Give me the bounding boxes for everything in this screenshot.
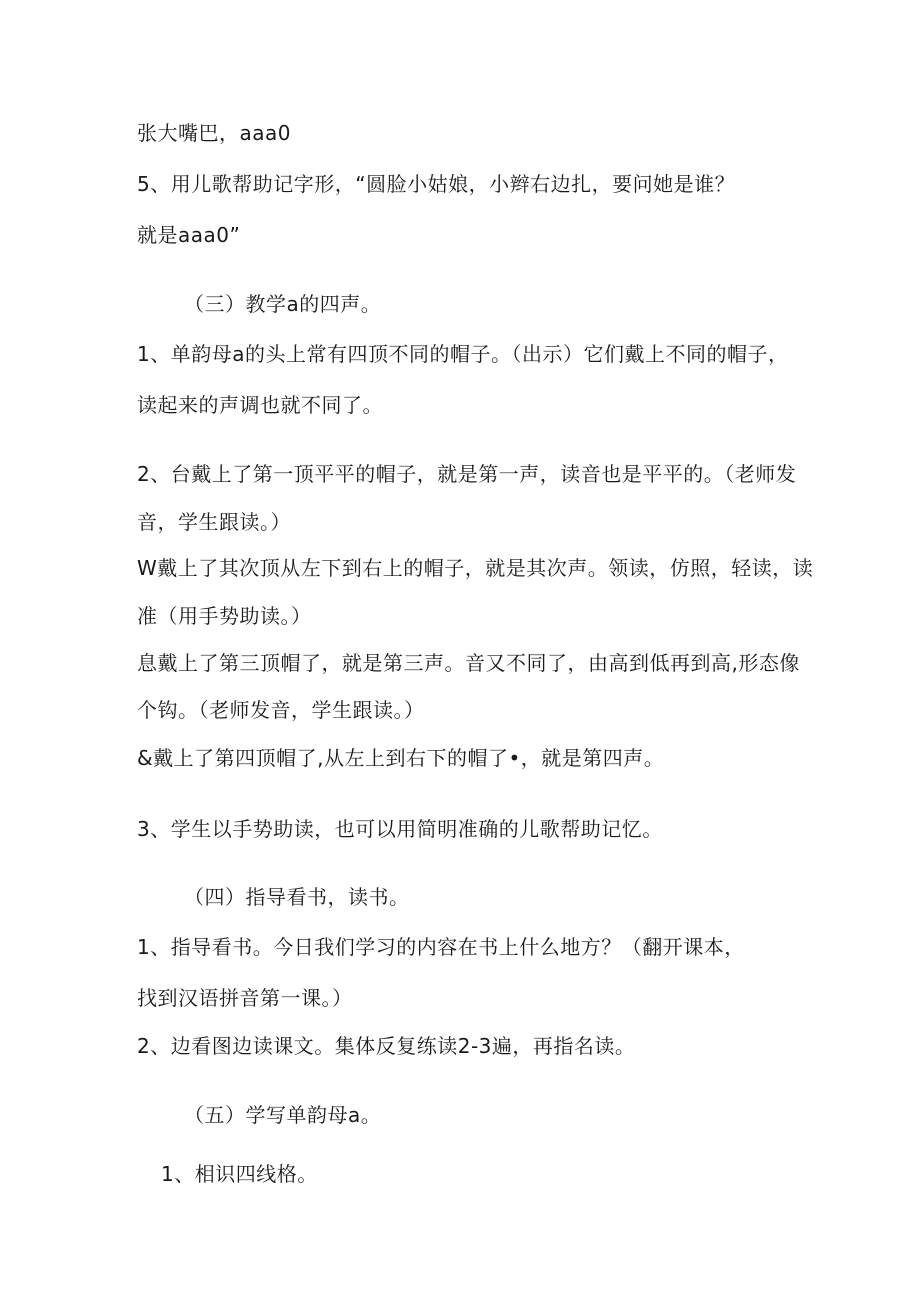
text-line: 息戴上了第三顶帽了，就是第三声。音又不同了，由高到低再到高,形态像	[137, 651, 800, 675]
text-line: 就是aaa0”	[137, 223, 241, 247]
text-line: 找到汉语拼音第一课。）	[137, 986, 353, 1010]
text-line: 准（用手势助读。）	[137, 604, 312, 628]
text-line: 2、台戴上了第一顶平平的帽子，就是第一声，读音也是平平的。（老师发	[137, 462, 797, 486]
text-line: 1、相识四线格。	[161, 1162, 318, 1186]
text-line: 1、指导看书。今日我们学习的内容在书上什么地方？（翻开课本，	[137, 935, 745, 959]
text-line: 个钩。（老师发音，学生跟读。）	[137, 698, 425, 722]
text-line: 5、用儿歌帮助记字形，“圆脸小姑娘，小辫右边扎，要问她是谁？	[137, 172, 736, 196]
text-line: 张大嘴巴，aaa0	[137, 121, 291, 145]
text-line: 2、边看图边读课文。集体反复练读2-3遍，再指名读。	[137, 1034, 636, 1058]
text-line: 3、学生以手势助读，也可以用简明准确的儿歌帮助记忆。	[137, 817, 663, 841]
text-line: 音，学生跟读。）	[137, 510, 291, 534]
section-heading: （三）教学a的四声。	[184, 292, 382, 316]
text-line: 读起来的声调也就不同了。	[137, 393, 383, 417]
section-heading: （五）学写单韵母a。	[184, 1103, 382, 1127]
text-line: &戴上了第四顶帽了,从左上到右下的帽了•，就是第四声。	[137, 746, 665, 770]
section-heading: （四）指导看书，读书。	[184, 885, 410, 909]
text-line: 1、单韵母a的头上常有四顶不同的帽子。（出示）它们戴上不同的帽子，	[137, 342, 789, 366]
text-line: W戴上了其次顶从左下到右上的帽子，就是其次声。领读，仿照，轻读，读	[137, 556, 814, 580]
